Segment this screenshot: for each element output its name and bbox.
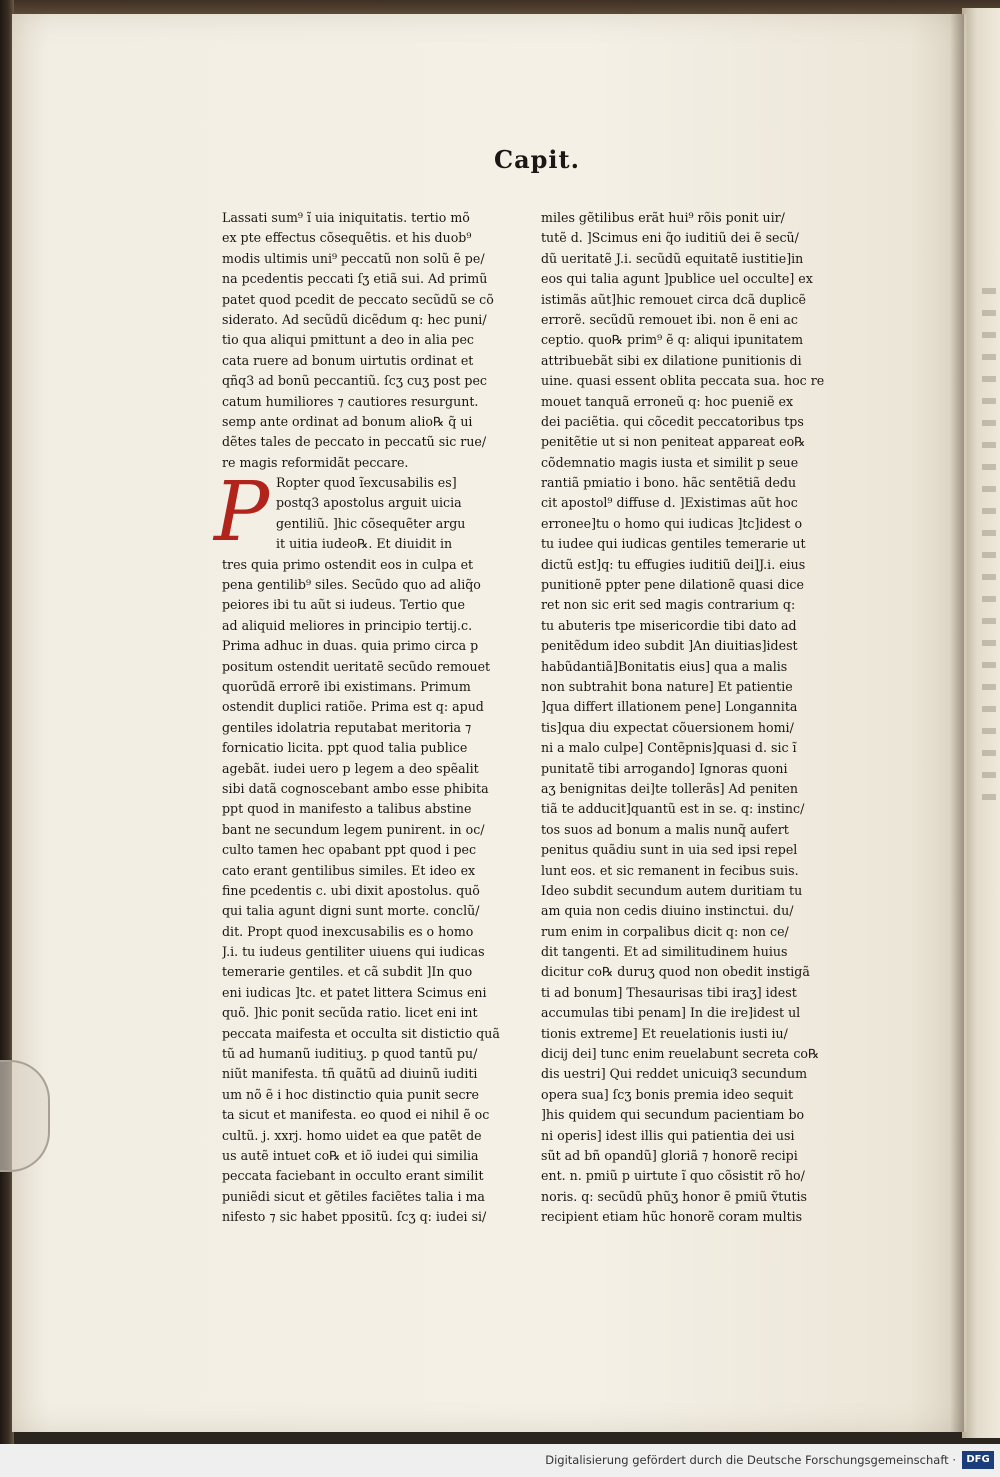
left-column-line: gentiles idolatria reputabat meritoria ⁊ [222, 719, 472, 735]
dfg-logo: DFG [962, 1451, 994, 1469]
left-column-line: cato erant gentilibus similes. Et ideo ex [222, 862, 476, 878]
right-column-line: recipient etiam hũc honorẽ coram multis [541, 1209, 803, 1225]
left-column-opening-lines [222, 208, 522, 473]
left-column-line: fornicatio licita. ppt quod talia publice [222, 740, 468, 756]
right-column-line: ni a malo culpe] Contẽpnis]quasi d. sic ĩ [541, 740, 797, 756]
left-column-line: J.i. tu iudeus gentiliter uiuens qui iudicas [222, 944, 485, 960]
right-column-line: eos qui talia agunt ]publice uel occulte] ex [541, 271, 813, 287]
left-column-line: temerarie gentiles. et cã subdit ]In quo [222, 964, 473, 980]
right-column-line: non subtrahit bona nature] Et patientie [541, 678, 793, 694]
right-column-line: erronee]tu o homo qui iudicas ]tc]idest o [541, 515, 803, 531]
left-column-line: ppt quod in manifesto a talibus abstine [222, 801, 472, 817]
right-column-line: sũt ad bñ opandũ] gloriã ⁊ honorẽ recipi [541, 1147, 798, 1163]
left-column-line: catum humiliores ⁊ cautiores resurgunt. [222, 393, 479, 409]
left-column-line: tres quia primo ostendit eos in culpa et [222, 556, 474, 572]
left-column-line: pena gentilib⁹ siles. Secũdo quo ad aliq̃o [222, 577, 481, 593]
page-gutter-shadow [950, 14, 964, 1432]
left-column-line: cultũ. j. xxrj. homo uidet ea que patẽt de [222, 1127, 482, 1143]
left-column-line: dit. Propt quod inexcusabilis es o homo [222, 923, 474, 939]
right-column-line: cit apostol⁹ diffuse d. ]Existimas aũt hoc [541, 495, 798, 511]
decorated-initial-p: P [214, 465, 270, 561]
right-column-line: lunt eos. et sic remanent in fecibus suis. [541, 862, 799, 878]
right-column-line: dũ ueritatẽ J.i. secũdũ equitatẽ iustitie]in [541, 250, 804, 266]
right-column-line: aʒ benignitas dei]te tollerãs] Ad peniten [541, 780, 798, 796]
right-column-line: tu iudee qui iudicas gentiles temerarie ut [541, 536, 806, 552]
right-column-line: dicij dei] tunc enim reuelabunt secreta co℞ [541, 1046, 820, 1062]
right-column-line: tis]qua diu expectat cõuersionem homi/ [541, 719, 794, 735]
right-column-line: ceptio. quo℞ prim⁹ ẽ q: aliqui ipunitatem [541, 332, 804, 348]
left-column-line: ad aliquid meliores in principio tertij.c. [222, 617, 473, 633]
left-column-line: sibi datã cognoscebant ambo esse phibita [222, 780, 489, 796]
right-column-line: penitus quãdiu sunt in uia sed ipsi repel [541, 842, 798, 858]
left-column-line: culto tamen hec opabant ppt quod i pec [222, 842, 477, 858]
left-column-line: ex pte effectus cõsequẽtis. et his duob⁹ [222, 230, 472, 246]
clip-mark [0, 1060, 50, 1172]
left-column-line: tũ ad humanũ iuditiuʒ. p quod tantũ pu/ [222, 1046, 478, 1062]
initial-paragraph [214, 465, 522, 561]
right-column-line: punitionẽ ppter pene dilationẽ quasi dice [541, 577, 804, 593]
left-column-line: peccata maifesta et occulta sit distictio quã [222, 1025, 500, 1041]
left-column-line: ta sicut et manifesta. eo quod ei nihil ẽ oc [222, 1107, 490, 1123]
initial-line: Ropter quod ĩexcusabilis es] [276, 475, 457, 491]
right-column-line: istimãs aũt]hic remouet circa dcã duplicẽ [541, 291, 806, 307]
left-column-line: ostendit duplici ratiõe. Prima est q: apud [222, 699, 484, 715]
right-column-line: Ideo subdit secundum autem duritiam tu [541, 882, 803, 898]
left-column-line: re magis reformidãt peccare. [222, 454, 409, 470]
left-column-line: siderato. Ad secũdũ dicẽdum q: hec puni/ [222, 311, 487, 327]
left-column-line: quõ. ]hic ponit secũda ratio. licet eni int [222, 1005, 478, 1021]
left-column-line: qui talia agunt digni sunt morte. conclũ/ [222, 903, 480, 919]
adjacent-page-edge [962, 8, 1000, 1438]
left-column-line: na pcedentis peccati ſʒ etiã sui. Ad primũ [222, 271, 488, 287]
left-text-column [214, 208, 522, 1228]
left-column-line: um nõ ẽ i hoc distinctio quia punit secre [222, 1086, 479, 1102]
right-column-line: miles gẽtilibus erãt hui⁹ rõis ponit uir/ [541, 210, 785, 225]
right-column-line: mouet tanquã erroneũ q: hoc pueniẽ ex [541, 393, 794, 409]
left-column-line: us autẽ intuet co℞ et iõ iudei qui similia [222, 1147, 479, 1163]
right-column-line: am quia non cedis diuino instinctui. du/ [541, 903, 794, 919]
left-column-line: Lassati sum⁹ ĩ uia iniquitatis. tertio mõ [222, 210, 470, 225]
right-column-line: ti ad bonum] Thesaurisas tibi iraʒ] idest [541, 984, 797, 1000]
right-column-line: dit tangenti. Et ad similitudinem huius [541, 944, 788, 960]
right-column-line: dictũ est]q: tu effugies iuditiũ dei]J.i. eius [541, 556, 806, 572]
right-column-line: ent. n. pmiũ p uirtute ĩ quo cõsistit rõ ho/ [541, 1168, 805, 1184]
right-column-line: opera sua] ſcʒ bonis premia ideo sequit [541, 1086, 794, 1102]
right-column-line: rum enim in corpalibus dicit q: non ce/ [541, 923, 789, 939]
initial-line: gentiliũ. ]hic cõsequẽter argu [276, 515, 466, 531]
left-column-line: peccata faciebant in occulto erant similit [222, 1168, 484, 1184]
left-column-line: puniẽdi sicut et gẽtiles faciẽtes talia i ma [222, 1188, 485, 1204]
right-column-line: ni operis] idest illis qui patientia dei usi [541, 1127, 795, 1143]
left-column-line: fine pcedentis c. ubi dixit apostolus. quõ [222, 882, 480, 898]
left-column-line: bant ne secundum legem punirent. in oc/ [222, 821, 485, 837]
right-column-line: cõdemnatio magis iusta et similit p seue [541, 454, 799, 470]
right-column-line: uine. quasi essent oblita peccata sua. hoc re [541, 373, 825, 389]
left-column-line: dẽtes tales de peccato in peccatũ sic rue/ [222, 434, 487, 450]
left-column-body-lines [222, 555, 522, 1228]
right-column-line: tionis extreme] Et reuelationis iusti iu/ [541, 1025, 788, 1041]
left-column-line: cata ruere ad bonum uirtutis ordinat et [222, 352, 474, 368]
initial-line: postq3 apostolus arguit uicia [276, 495, 462, 511]
left-column-line: nifesto ⁊ sic habet ppositũ. ſcʒ q: iudei si/ [222, 1209, 487, 1225]
right-text-column [541, 208, 841, 1228]
funding-credit: Digitalisierung gefördert durch die Deutsche Forschungsgemeinschaft · [545, 1453, 956, 1467]
right-column-line: tiã te adducit]quantũ est in se. q: instinc/ [541, 801, 805, 817]
left-column-line: positum ostendit ueritatẽ secũdo remouet [222, 658, 491, 674]
right-column-line: noris. q: secũdũ phũʒ honor ẽ pmiũ ṽtutis [541, 1188, 808, 1204]
left-column-line: niũt manifesta. tñ quãtũ ad diuinũ iuditi [222, 1066, 478, 1082]
right-column-line: tu abuteris tpe misericordie tibi dato ad [541, 617, 797, 633]
right-column-line: dei paciẽtia. qui cõcedit peccatoribus tps [541, 413, 804, 429]
left-column-line: qñq3 ad bonũ peccantiũ. ſcʒ cuʒ post pec [222, 373, 487, 389]
initial-line: it uitia iudeo℞. Et diuidit in [276, 536, 453, 552]
right-column-line: accumulas tibi penam] In die ire]idest ul [541, 1005, 801, 1021]
left-column-line: peiores ibi tu aũt si iudeus. Tertio que [222, 597, 465, 613]
right-column-line: penitẽtie ut si non peniteat appareat eo℞ [541, 434, 806, 450]
right-column-line: penitẽdum ideo subdit ]An diuitias]idest [541, 638, 798, 654]
left-column-line: eni iudicas ]tc. et patet littera Scimus eni [222, 984, 487, 1000]
right-column-line: dicitur co℞ duruʒ quod non obedit instigã [541, 964, 810, 980]
right-column-line: tutẽ d. ]Scimus eni q̃o iuditiũ dei ẽ secũ/ [541, 230, 799, 246]
running-title: Capit. [494, 145, 580, 174]
right-column-line: attribuebãt sibi ex dilatione punitionis di [541, 352, 802, 368]
right-column-line: ret non sic erit sed magis contrarium q: [541, 597, 796, 613]
right-column-line: ]qua differt illationem pene] Longannita [541, 699, 798, 715]
left-column-line: tio qua aliqui pmittunt a deo in alia pec [222, 332, 474, 348]
right-column-line: punitatẽ tibi arrogando] Ignoras quoni [541, 760, 788, 776]
left-column-line: agebãt. iudei uero p legem a deo spẽalit [222, 760, 479, 776]
right-column-line: ]his quidem qui secundum pacientiam bo [541, 1107, 805, 1123]
left-column-line: patet quod pcedit de peccato secũdũ se cõ [222, 291, 494, 307]
left-column-line: Prima adhuc in duas. quia primo circa p [222, 638, 479, 654]
right-column-line: tos suos ad bonum a malis nunq̃ aufert [541, 821, 789, 837]
right-column-line: dis uestri] Qui reddet unicuiq3 secundum [541, 1066, 808, 1082]
right-column-body-lines [541, 208, 841, 1228]
right-column-line: habũdantiã]Bonitatis eius] qua a malis [541, 658, 788, 674]
left-column-line: quorũdã errorẽ ibi existimans. Primum [222, 678, 471, 694]
right-column-line: rantiã pmiatio i bono. hãc sentẽtiã dedu [541, 475, 797, 491]
left-column-line: modis ultimis uni⁹ peccatũ non solũ ẽ pe/ [222, 250, 485, 266]
right-column-line: errorẽ. secũdũ remouet ibi. non ẽ eni ac [541, 311, 798, 327]
left-column-line: semp ante ordinat ad bonum alio℞ q̃ ui [222, 413, 473, 429]
